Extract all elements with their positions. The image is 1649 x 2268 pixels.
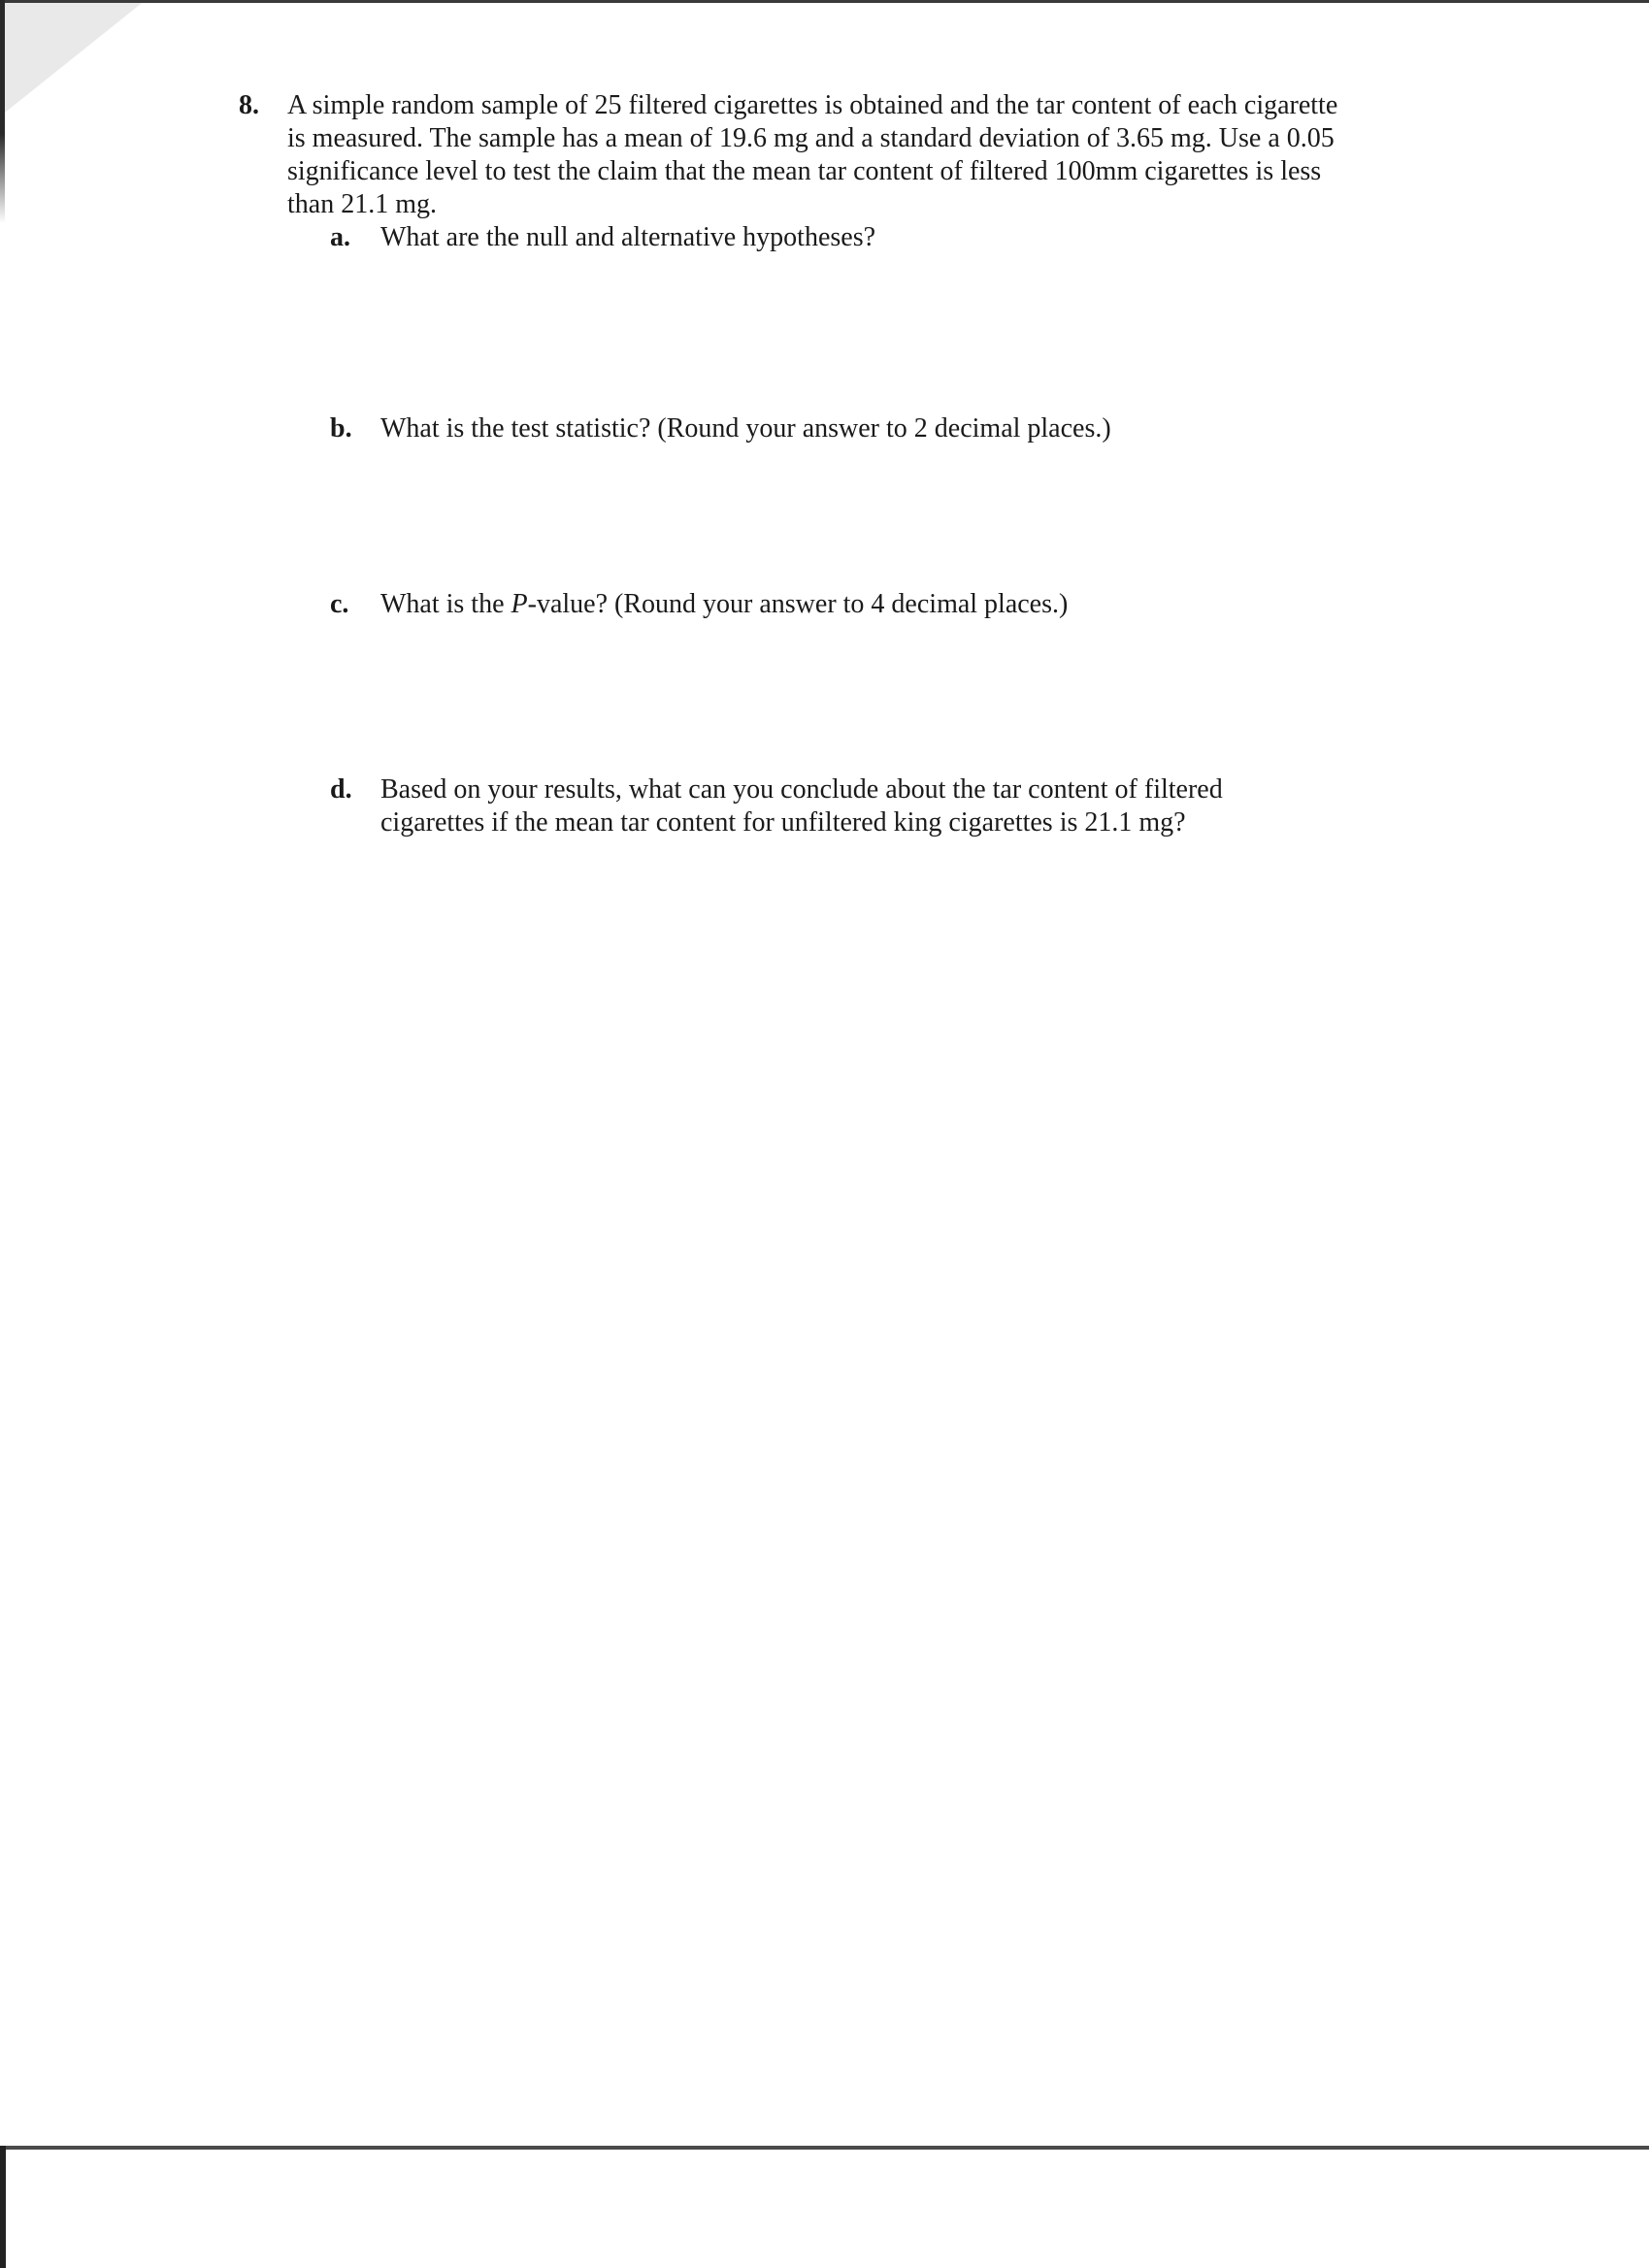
part-d-label: d.: [330, 774, 352, 805]
part-a-label: a.: [330, 222, 350, 252]
question-number: 8.: [239, 90, 259, 120]
part-c-label: c.: [330, 589, 349, 619]
scan-top-edge: [0, 0, 1649, 3]
part-d-text: Based on your results, what can you conclude about the tar content of filtered cigarettes if the mean tar content for unfiltered king cigarettes is 21.1 mg?: [380, 774, 1223, 838]
scan-folded-corner: [0, 0, 146, 116]
part-a: [330, 221, 1301, 254]
scan-bottom-edge: [0, 2146, 1649, 2150]
part-d: [330, 773, 1301, 839]
part-c: [330, 588, 1301, 621]
part-c-text-before: What is the: [380, 589, 511, 619]
scan-bottom-left-edge: [0, 2146, 6, 2268]
part-b-text: What is the test statistic? (Round your answer to 2 decimal places.): [380, 413, 1111, 444]
part-b-label: b.: [330, 413, 352, 444]
part-c-text: [380, 588, 1301, 621]
question-text: A simple random sample of 25 filtered cigarettes is obtained and the tar content of each cigarette is measured. The sample has a mean of 19.6 mg and a standard deviation of 3.65 mg. Use a 0.05 significance level to test the claim that the mean tar content of filtered 100mm cigarettes is less than 21.1 mg.: [287, 90, 1338, 219]
part-a-text: What are the null and alternative hypotheses?: [380, 222, 876, 252]
part-c-text-after: -value? (Round your answer to 4 decimal places.): [527, 589, 1069, 619]
part-c-text-italic: P: [511, 589, 528, 619]
part-b: [330, 412, 1301, 445]
question-8: [239, 89, 1345, 221]
scan-left-edge: [0, 0, 5, 223]
